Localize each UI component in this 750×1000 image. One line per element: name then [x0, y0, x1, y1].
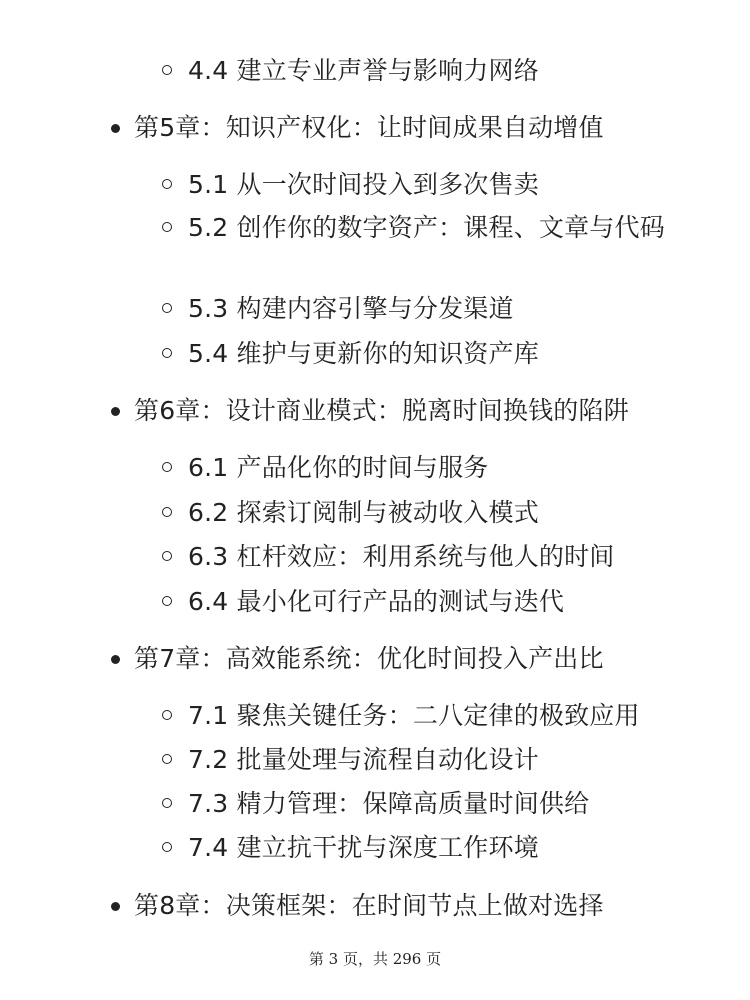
toc-section-label: 6.4 最小化可行产品的测试与迭代: [188, 587, 565, 616]
toc-section-label: 4.4 建立专业声誉与影响力网络: [188, 56, 539, 85]
toc-section-6-3: [0, 537, 750, 577]
toc-section-5-3: [0, 289, 750, 329]
hollow-bullet-icon: [162, 222, 172, 232]
toc-chapter-5: [0, 108, 750, 148]
hollow-bullet-icon: [162, 179, 172, 189]
toc-section-5-1: [0, 165, 750, 205]
hollow-bullet-icon: [162, 65, 172, 75]
hollow-bullet-icon: [162, 842, 172, 852]
filled-bullet-icon: [111, 124, 120, 133]
toc-section-7-4: [0, 828, 750, 868]
toc-section-label: 7.2 批量处理与流程自动化设计: [188, 745, 539, 774]
toc-section-label: 6.1 产品化你的时间与服务: [188, 453, 489, 482]
toc-chapter-label: 第5章：知识产权化：让时间成果自动增值: [134, 113, 604, 142]
toc-chapter-label: 第8章：决策框架：在时间节点上做对选择: [134, 891, 604, 920]
filled-bullet-icon: [111, 655, 120, 664]
hollow-bullet-icon: [162, 348, 172, 358]
toc-section-5-4: [0, 334, 750, 374]
toc-section-label: 7.1 聚焦关键任务：二八定律的极致应用: [188, 701, 640, 730]
hollow-bullet-icon: [162, 596, 172, 606]
toc-chapter-label: 第7章：高效能系统：优化时间投入产出比: [134, 644, 604, 673]
filled-bullet-icon: [111, 902, 120, 911]
toc-section-4-4: [0, 51, 750, 91]
toc-section-label: 5.3 构建内容引擎与分发渠道: [188, 294, 514, 323]
toc-section-6-1: [0, 448, 750, 488]
toc-section-7-2: [0, 740, 750, 780]
hollow-bullet-icon: [162, 303, 172, 313]
hollow-bullet-icon: [162, 462, 172, 472]
toc-section-6-4: [0, 582, 750, 622]
toc-section-label: 5.2 创作你的数字资产：课程、文章与代码: [188, 213, 665, 242]
hollow-bullet-icon: [162, 710, 172, 720]
toc-section-label: 7.3 精力管理：保障高质量时间供给: [188, 789, 590, 818]
page-number-footer: 第 3 页，共 296 页: [308, 950, 442, 968]
toc-section-6-2: [0, 493, 750, 533]
hollow-bullet-icon: [162, 754, 172, 764]
toc-section-label: 7.4 建立抗干扰与深度工作环境: [188, 833, 539, 862]
toc-chapter-8: [0, 886, 750, 926]
filled-bullet-icon: [111, 407, 120, 416]
toc-section-label: 5.4 维护与更新你的知识资产库: [188, 339, 539, 368]
hollow-bullet-icon: [162, 507, 172, 517]
toc-chapter-label: 第6章：设计商业模式：脱离时间换钱的陷阱: [134, 396, 629, 425]
toc-section-label: 5.1 从一次时间投入到多次售卖: [188, 170, 539, 199]
toc-section-label: 6.3 杠杆效应：利用系统与他人的时间: [188, 542, 615, 571]
toc-section-7-1: [0, 696, 750, 736]
hollow-bullet-icon: [162, 551, 172, 561]
toc-section-label: 6.2 探索订阅制与被动收入模式: [188, 498, 539, 527]
toc-chapter-7: [0, 639, 750, 679]
toc-section-5-2: [0, 208, 750, 288]
toc-section-7-3: [0, 784, 750, 824]
toc-chapter-6: [0, 391, 750, 431]
hollow-bullet-icon: [162, 798, 172, 808]
